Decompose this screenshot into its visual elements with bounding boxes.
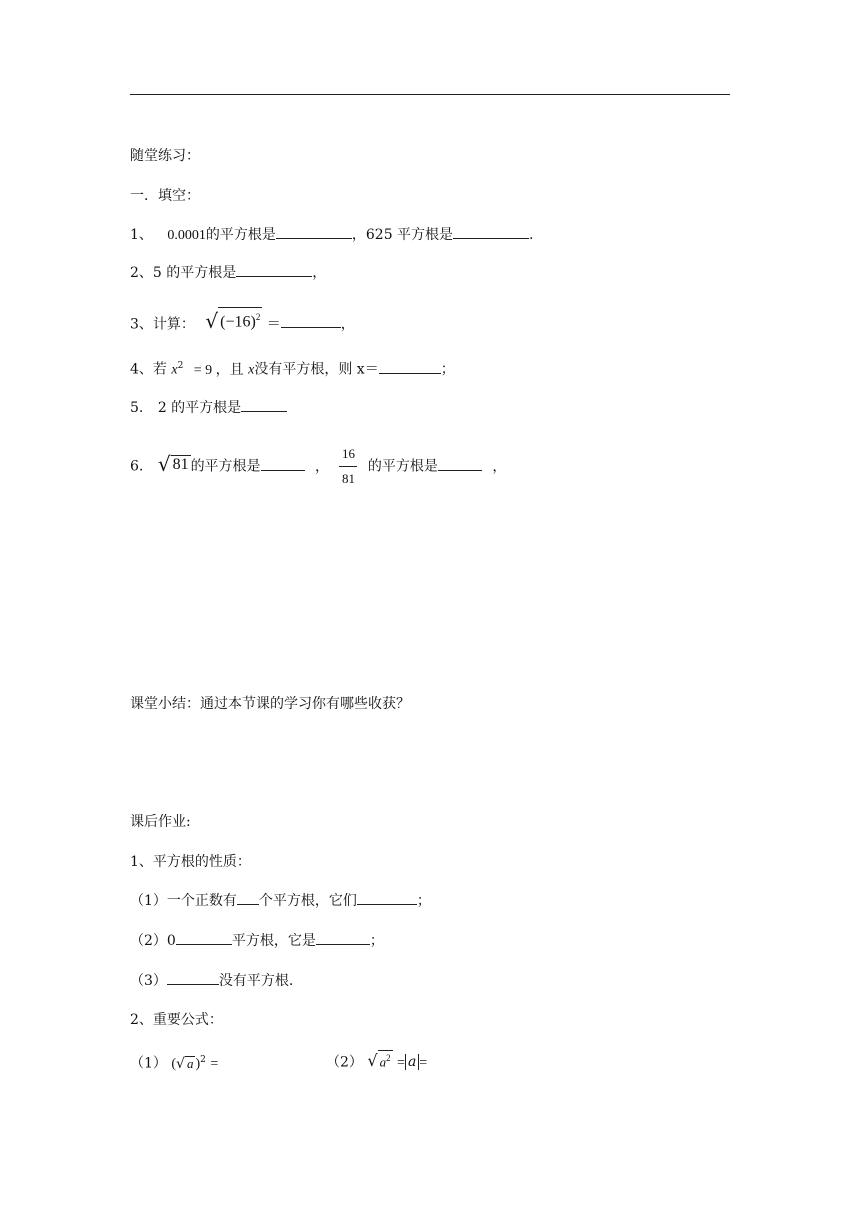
q4-end: ； xyxy=(440,361,455,378)
q4-text-a: 4、若 xyxy=(130,361,167,378)
q6-frac-den: 81 xyxy=(341,471,355,486)
f2-label: （2） xyxy=(326,1054,363,1071)
q4-var: x xyxy=(171,362,178,378)
homework-property-1 xyxy=(130,890,431,911)
q5-text: 2 的平方根是 xyxy=(157,400,242,416)
q6-blank-2[interactable] xyxy=(438,456,482,471)
radical-sign-icon: √ xyxy=(157,451,171,476)
q6-text-b: 的平方根是 xyxy=(367,458,438,475)
p1-end: ； xyxy=(416,893,431,909)
q6-blank-1[interactable] xyxy=(261,456,305,471)
q2-blank[interactable] xyxy=(236,262,312,277)
question-3 xyxy=(130,307,355,334)
q2-end: ， xyxy=(312,265,327,281)
f1-open: ( xyxy=(171,1056,177,1072)
f1-label: （1） xyxy=(130,1055,167,1072)
q1-text-a: 的平方根是 xyxy=(205,227,276,243)
p1-text-b: 个平方根，它们 xyxy=(258,893,357,909)
q6-fraction xyxy=(339,444,357,489)
q1-number: 1、 xyxy=(130,227,153,243)
question-2 xyxy=(130,262,326,283)
practice-heading: 随堂练习： xyxy=(130,148,200,164)
p2-blank-2[interactable] xyxy=(316,930,370,945)
q3-label: 3、计算： xyxy=(130,316,195,333)
q6-sep: ， xyxy=(315,458,330,475)
q6-text-a: 的平方根是 xyxy=(190,458,261,475)
radical-sign-icon: √ xyxy=(367,1051,378,1071)
q6-frac-bar xyxy=(339,466,357,467)
q2-text: 2、5 的平方根是 xyxy=(130,265,237,281)
f1-eq: = xyxy=(210,1056,219,1072)
question-1 xyxy=(130,224,534,246)
radical-sign-icon: √ xyxy=(176,1055,185,1072)
q4-text-c: 没有平方根，则 x＝ xyxy=(254,361,379,378)
q3-eq: ＝ xyxy=(266,316,281,333)
homework-heading: 课后作业: xyxy=(130,814,191,830)
f2-sqrt xyxy=(367,1050,392,1069)
q3-radicand: $(-16)^2$ xyxy=(218,307,262,331)
q5-number: 5. xyxy=(130,400,144,416)
q1-end: . xyxy=(529,227,534,243)
q5-blank[interactable] xyxy=(241,397,287,412)
formula-1 xyxy=(130,1050,218,1075)
f1-sqrt xyxy=(176,1056,195,1071)
q4-exp: 2 xyxy=(177,361,184,371)
p1-blank-1[interactable] xyxy=(237,890,259,905)
f1-var: a xyxy=(186,1055,194,1071)
p2-blank-1[interactable] xyxy=(176,930,232,945)
q6-radicand: 81 xyxy=(172,455,189,473)
question-5 xyxy=(130,397,287,418)
section-fill-blank: 一．填空： xyxy=(130,188,200,204)
f2-abs: a xyxy=(405,1054,419,1070)
p3-text-b: 没有平方根. xyxy=(218,973,294,989)
q3-end: ， xyxy=(340,316,355,333)
f2-radicand: $a^2$ xyxy=(378,1050,393,1069)
q6-frac-num: 16 xyxy=(341,446,355,461)
q1-text-b: ，625 平方根是 xyxy=(351,227,454,243)
q6-sqrt xyxy=(157,451,191,476)
question-4 xyxy=(130,356,455,381)
homework-property-2 xyxy=(130,930,384,951)
homework-item-1: 1、平方根的性质： xyxy=(130,854,251,870)
p3-blank[interactable] xyxy=(167,970,219,985)
f2-eq2: = xyxy=(419,1055,428,1071)
f2-eq: = xyxy=(397,1055,405,1071)
p2-end: ； xyxy=(369,933,384,949)
p2-text-a: （2）0 xyxy=(130,933,176,949)
q3-blank[interactable] xyxy=(281,313,341,328)
q4-var2: x xyxy=(248,362,255,378)
q1-blank-1[interactable] xyxy=(276,224,352,239)
f1-exp: 2 xyxy=(200,1055,206,1065)
p2-text-b: 平方根，它是 xyxy=(231,933,316,949)
question-6 xyxy=(130,444,506,489)
p3-text-a: （3） xyxy=(130,973,167,989)
q3-sqrt xyxy=(205,307,262,334)
q1-value: 0.0001 xyxy=(167,228,206,243)
header-rule xyxy=(130,94,730,95)
p1-text-a: （1）一个正数有 xyxy=(130,893,237,909)
class-summary: 课堂小结：通过本节课的学习你有哪些收获？ xyxy=(130,696,410,712)
homework-property-3 xyxy=(130,970,293,991)
q4-blank[interactable] xyxy=(379,359,441,374)
radical-sign-icon: √ xyxy=(205,309,219,334)
f1-close: ) xyxy=(195,1056,201,1072)
q6-number: 6. xyxy=(130,458,144,475)
q4-text-b: = 9 ，且 xyxy=(193,362,244,378)
p1-blank-2[interactable] xyxy=(357,890,417,905)
formula-2 xyxy=(326,1050,427,1073)
homework-item-2: 2、重要公式： xyxy=(130,1012,223,1028)
q1-blank-2[interactable] xyxy=(453,224,529,239)
q6-end: ， xyxy=(492,458,507,475)
